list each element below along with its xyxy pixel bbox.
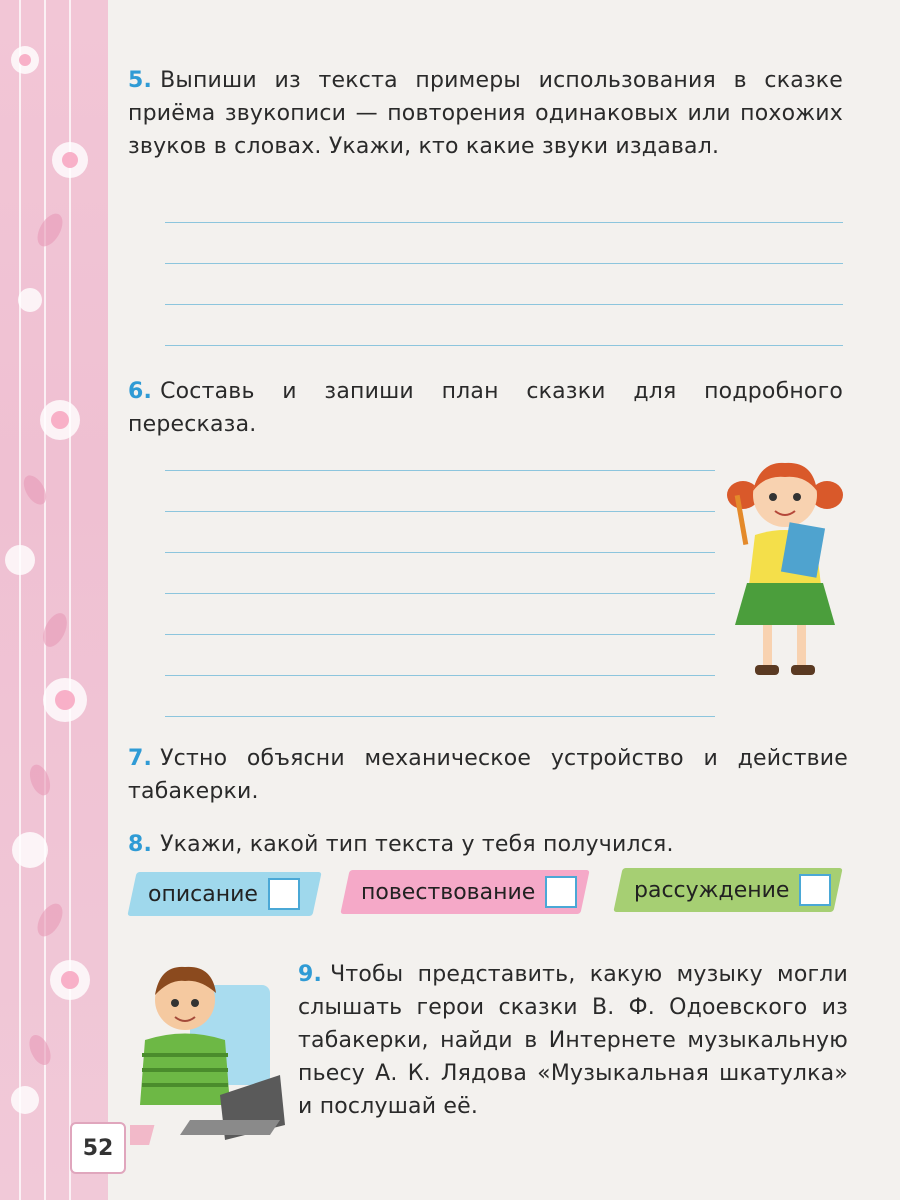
answer-line[interactable] [165, 634, 715, 635]
choice-description-checkbox[interactable] [268, 878, 300, 910]
answer-line[interactable] [165, 675, 715, 676]
choice-description[interactable] [132, 872, 317, 916]
answer-line[interactable] [165, 593, 715, 594]
task-6 [128, 375, 843, 441]
task-9-text [298, 958, 848, 1123]
boy-at-laptop-illustration [130, 955, 290, 1155]
task-7-number: 7. [128, 746, 153, 771]
answer-line[interactable] [165, 263, 843, 264]
choice-reasoning-checkbox[interactable] [799, 874, 831, 906]
task-6-number: 6. [128, 379, 153, 404]
task-8-number: 8. [128, 832, 153, 857]
answer-line[interactable] [165, 552, 715, 553]
answer-line[interactable] [165, 511, 715, 512]
task-8 [128, 828, 848, 861]
page-number-box [70, 1122, 126, 1174]
task-7-text [128, 742, 848, 808]
task-8-body: Укажи, какой тип текста у тебя получился. [160, 832, 674, 857]
task-7-body: Устно объясни механическое устройство и действие табакерки. [128, 746, 848, 804]
task-6-text [128, 375, 843, 441]
task-8-text [128, 828, 848, 861]
choice-reasoning-label: рассуждение [634, 877, 790, 903]
girl-illustration [725, 455, 845, 685]
task-7 [128, 742, 848, 808]
decorative-floral-strip [0, 0, 108, 1200]
choice-reasoning[interactable] [618, 868, 838, 912]
answer-line[interactable] [165, 716, 715, 717]
answer-line[interactable] [165, 345, 843, 346]
task-5-text [128, 64, 843, 163]
task-9-number: 9. [298, 962, 323, 987]
task-6-body: Составь и запиши план сказки для подробного пересказа. [128, 379, 843, 437]
task-9-body: Чтобы представить, какую музыку могли слышать герои сказки В. Ф. Одоевского из табакерки, найди в Интернете музыкальную пьесу А. К. Лядова «Музыкальная шкатулка» и послушай её. [298, 962, 848, 1119]
task-9 [298, 958, 848, 1123]
choice-narration-label: повествование [361, 879, 536, 905]
choice-narration-checkbox[interactable] [545, 876, 577, 908]
answer-line[interactable] [165, 470, 715, 471]
page-number: 52 [82, 1135, 114, 1161]
answer-line[interactable] [165, 222, 843, 223]
choice-narration[interactable] [345, 870, 585, 914]
choice-description-label: описание [148, 881, 258, 907]
task-5 [128, 64, 843, 163]
task-5-number: 5. [128, 68, 153, 93]
task-5-body: Выпиши из текста примеры использования в сказке приёма звукописи — повторения одинаковых или похожих звуков в словах. Укажи, кто какие звуки издавал. [128, 68, 843, 159]
answer-line[interactable] [165, 304, 843, 305]
